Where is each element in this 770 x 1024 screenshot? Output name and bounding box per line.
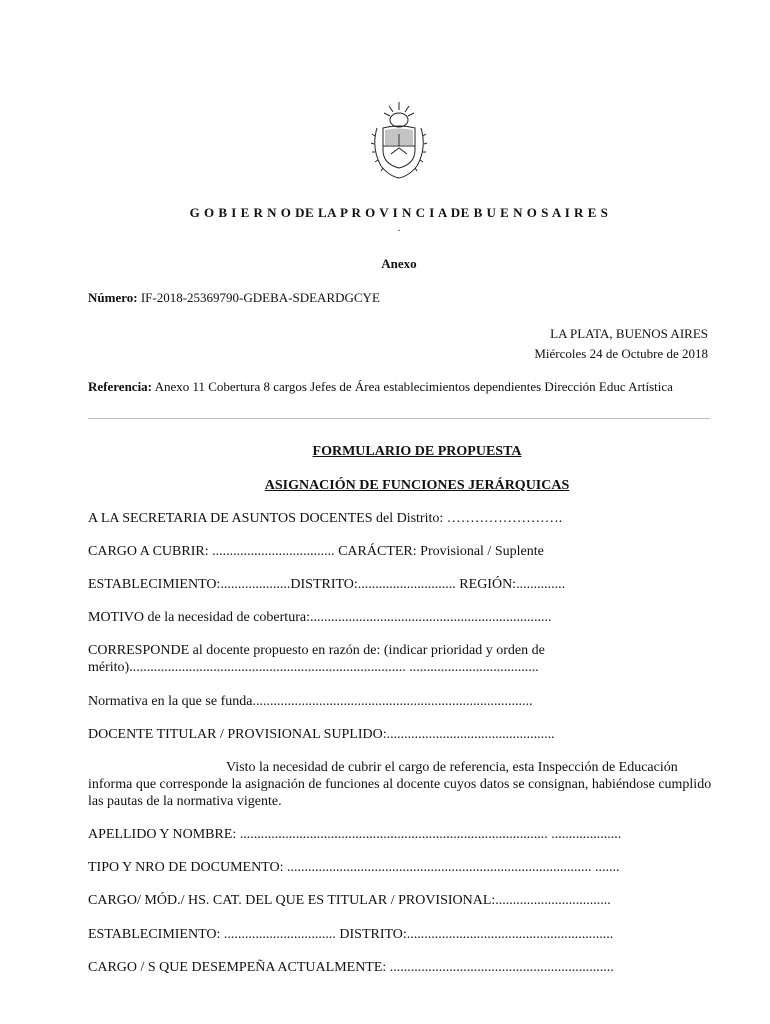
establecimiento-2-line: ESTABLECIMIENTO: ................................ DISTRITO:........................................................... — [88, 927, 614, 942]
number-value: IF-2018-25369790-GDEBA-SDEARDGCYE — [140, 290, 380, 305]
reference-label: Referencia: — [88, 379, 153, 394]
cargo-actual-line: CARGO / S QUE DESEMPEÑA ACTUALMENTE: ................................................................ — [88, 960, 614, 975]
documento-line: TIPO Y NRO DE DOCUMENTO: ....................................................................................... ....... — [88, 860, 620, 875]
visto-paragraph: Visto la necesidad de cubrir el cargo de referencia, esta Inspección de Educación informa que corresponde la asignación de funciones al docente cuyos datos se consignan, habiéndose cumplido las pautas de la normativa vigente. — [88, 760, 712, 809]
divider — [88, 418, 710, 419]
document-number — [88, 290, 380, 306]
reference-value: Anexo 11 Cobertura 8 cargos Jefes de Área establecimientos dependientes Dirección Educ Artística — [154, 379, 673, 394]
cargo-mod-line: CARGO/ MÓD./ HS. CAT. DEL QUE ES TITULAR / PROVISIONAL:................................. — [88, 893, 611, 908]
form-subtitle: ASIGNACIÓN DE FUNCIONES JERÁRQUICAS — [264, 478, 570, 493]
date: Miércoles 24 de Octubre de 2018 — [534, 346, 708, 361]
apellido-line: APELLIDO Y NOMBRE: ........................................................................................ .................... — [88, 827, 622, 842]
secretaria-line: A LA SECRETARIA DE ASUNTOS DOCENTES del Distrito: ……………………. — [88, 511, 563, 526]
number-label: Número: — [88, 290, 138, 305]
motivo-line: MOTIVO de la necesidad de cobertura:..................................................................... — [88, 610, 552, 625]
corresponde-paragraph: CORRESPONDE al docente propuesto en razón de: (indicar prioridad y orden de mérito)............................................................................... ..................................... — [88, 643, 545, 675]
cargo-line: CARGO A CUBRIR: ................................... CARÁCTER: Provisional / Suplente — [88, 544, 544, 559]
document-type: Anexo — [381, 256, 417, 271]
government-header: G O B I E R N O DE LA P R O V I N C I A DE B U E N O S A I R E S — [189, 205, 609, 220]
coat-of-arms-seal — [369, 98, 429, 182]
establecimiento-line: ESTABLECIMIENTO:....................DISTRITO:............................ REGIÓN:.............. — [88, 577, 566, 592]
header-dot: . — [397, 222, 401, 234]
place: LA PLATA, BUENOS AIRES — [550, 326, 708, 341]
docente-titular-line: DOCENTE TITULAR / PROVISIONAL SUPLIDO:................................................ — [88, 727, 555, 742]
reference — [88, 378, 708, 395]
form-title: FORMULARIO DE PROPUESTA — [312, 444, 522, 459]
normativa-line: Normativa en la que se funda................................................................................ — [88, 694, 533, 709]
